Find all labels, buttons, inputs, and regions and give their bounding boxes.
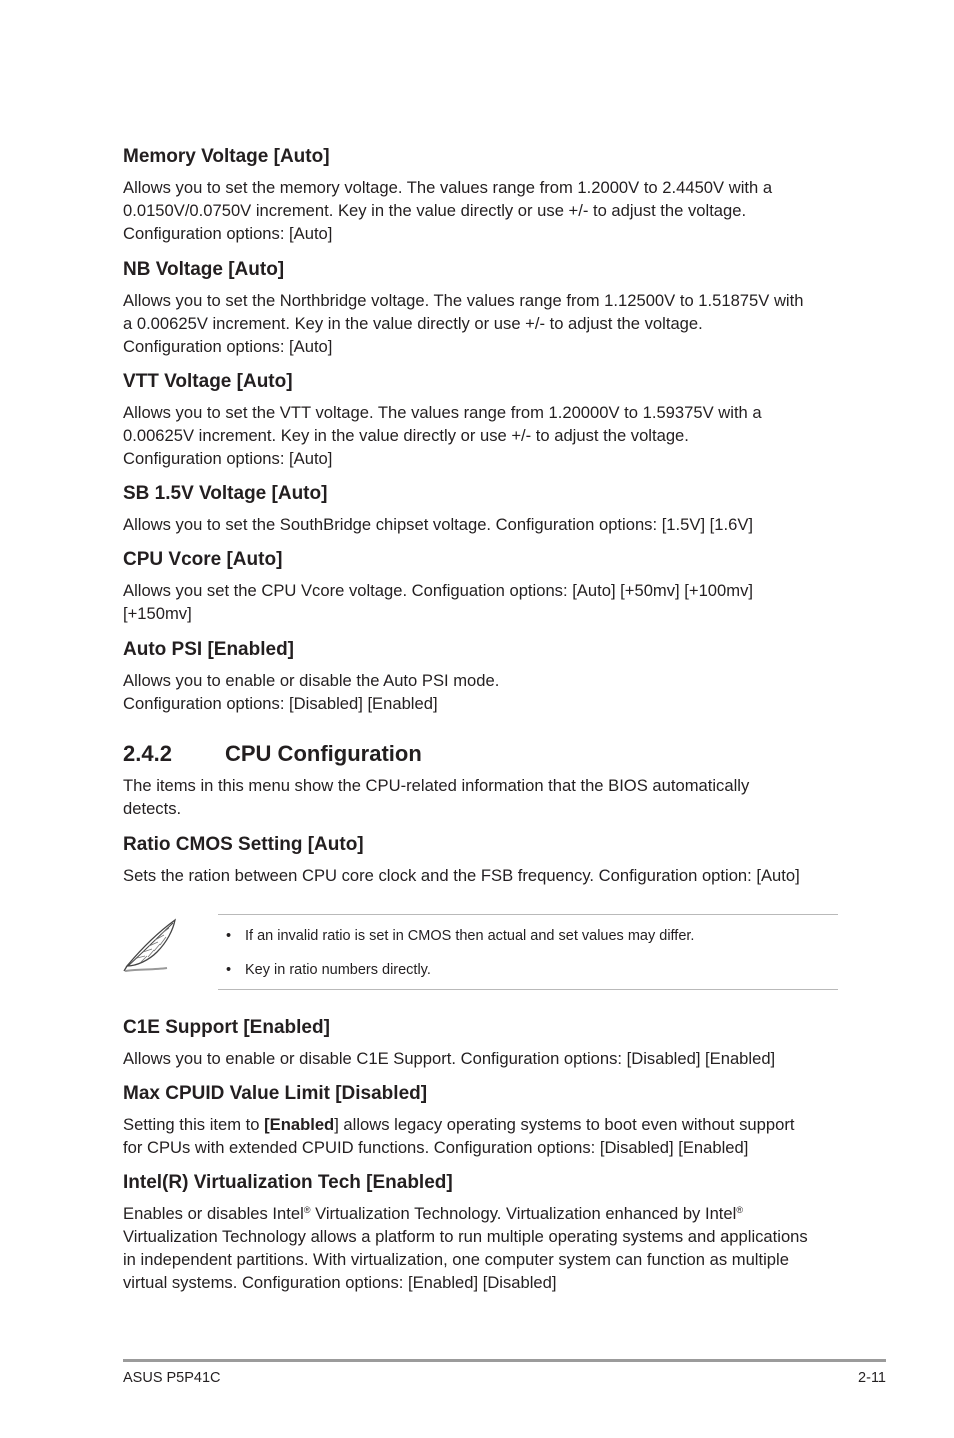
section-body-ratio-cmos: Sets the ration between CPU core clock and the FSB frequency. Configuration option: [Auto] [123,866,800,885]
section-body-virtualization: Enables or disables Intel® Virtualization Technology. Virtualization enhanced by Intel® Virtualization Technology allows a platform to run multiple operating systems and applications in independent partitions. With virtualization, one computer system can function as multiple virtual systems. Configuration options: [Enabled] [Disabled] [123,1204,808,1292]
section-heading-sb-voltage: SB 1.5V Voltage [Auto] [123,483,328,504]
cpu-config-intro: The items in this menu show the CPU-related information that the BIOS automatically detects. [123,776,750,818]
bullet: • [226,928,232,944]
section-heading-cpuid: Max CPUID Value Limit [Disabled] [123,1083,428,1104]
note-box [218,914,838,990]
note-item: • If an invalid ratio is set in CMOS then actual and set values may differ. [226,928,695,944]
section-heading-nb-voltage: NB Voltage [Auto] [123,259,285,280]
feather-pen-icon [123,916,181,974]
section-body-vtt-voltage: Allows you to set the VTT voltage. The values range from 1.20000V to 1.59375V with a 0.00625V increment. Key in the value directly or use +/- to adjust the voltage. Configuration options: [Auto] [123,403,762,468]
section-heading-cpu-vcore: CPU Vcore [Auto] [123,549,283,570]
section-body-cpu-vcore: Allows you set the CPU Vcore voltage. Configuation options: [Auto] [+50mv] [+100mv] [+150mv] [123,581,753,623]
section-title: CPU Configuration [225,741,422,766]
section-body-memory-voltage: Allows you to set the memory voltage. The values range from 1.2000V to 2.4450V with a 0.0150V/0.0750V increment. Key in the value directly or use +/- to adjust the voltage. Configuration options: [Auto] [123,178,773,243]
section-body-auto-psi: Allows you to enable or disable the Auto PSI mode. Configuration options: [Disabled] [Enabled] [123,671,500,713]
footer-rule [123,1359,886,1362]
section-body-cpuid: Setting this item to [Enabled] allows legacy operating systems to boot even without support for CPUs with extended CPUID functions. Configuration options: [Disabled] [Enabled] [123,1115,795,1157]
section-heading-memory-voltage: Memory Voltage [Auto] [123,146,330,167]
section-heading-auto-psi: Auto PSI [Enabled] [123,639,294,660]
section-body-sb-voltage: Allows you to set the SouthBridge chipset voltage. Configuration options: [1.5V] [1.6V] [123,515,754,534]
cpu-config-heading [123,741,422,767]
section-heading-vtt-voltage: VTT Voltage [Auto] [123,371,293,392]
section-body-nb-voltage: Allows you to set the Northbridge voltage. The values range from 1.12500V to 1.51875V with a 0.00625V increment. Key in the value directly or use +/- to adjust the voltage. Configuration options: [Auto] [123,291,804,356]
footer-product-name: ASUS P5P41C [123,1370,221,1386]
section-number: 2.4.2 [123,741,172,766]
bullet: • [226,962,232,978]
section-heading-virtualization: Intel(R) Virtualization Tech [Enabled] [123,1172,453,1193]
note-item: • Key in ratio numbers directly. [226,962,431,978]
section-body-c1e: Allows you to enable or disable C1E Support. Configuration options: [Disabled] [Enabled] [123,1049,776,1068]
footer-page-number: 2-11 [858,1370,886,1386]
section-heading-c1e: C1E Support [Enabled] [123,1017,330,1038]
section-heading-ratio-cmos: Ratio CMOS Setting [Auto] [123,834,364,855]
